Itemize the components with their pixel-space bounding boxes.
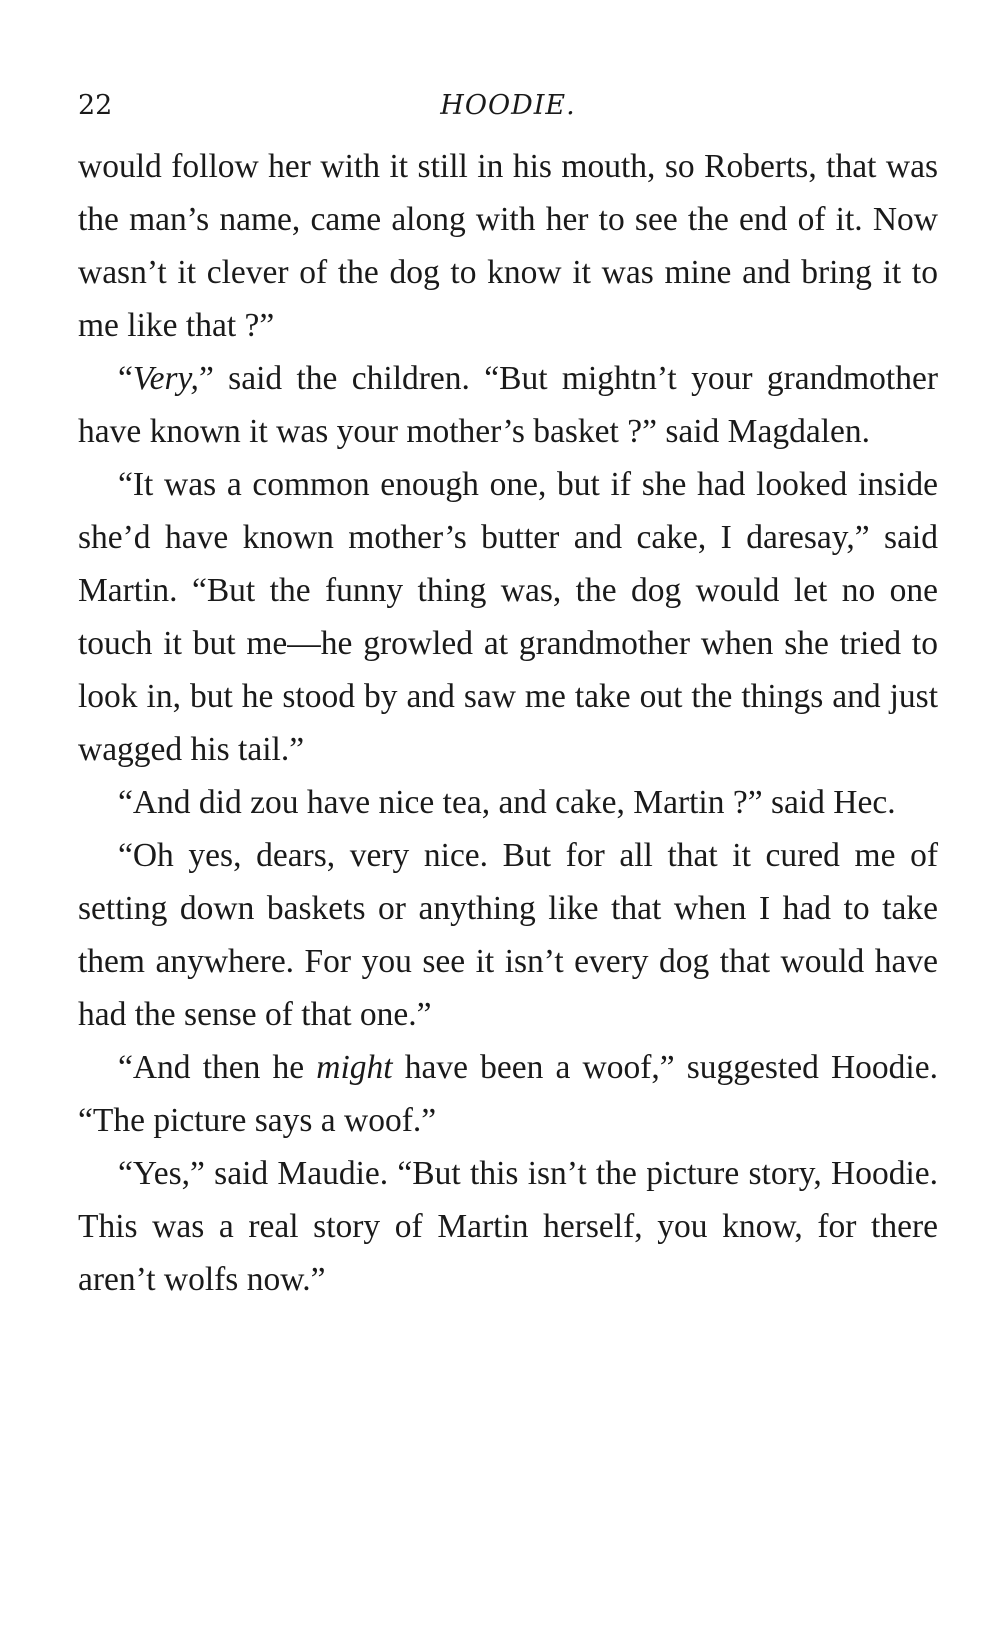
paragraph-text: have been a woof,” suggested Hoodie. “The picture says a woof.”	[78, 1049, 938, 1139]
paragraph-text: “Yes,” said Maudie. “But this isn’t the picture story, Hoodie. This was a real story of Martin herself, you know, for there aren’t wolfs now.”	[78, 1155, 938, 1298]
paragraph	[78, 829, 938, 1041]
italic-word: might	[316, 1049, 393, 1086]
paragraph	[78, 776, 938, 829]
paragraph-text: would follow her with it still in his mouth, so Roberts, that was the man’s name, came along with her to see the end of it. Now wasn’t it clever of the dog to know it was mine and bring it to me like that ?”	[78, 148, 938, 344]
book-page	[78, 84, 938, 1306]
page-title: HOODIE.	[440, 90, 576, 121]
paragraph	[78, 140, 938, 352]
paragraph	[78, 1041, 938, 1147]
paragraph-text: “Oh yes, dears, very nice. But for all that it cured me of setting down baskets or anything like that when I had to take them anywhere. For you see it isn’t every dog that would have had the sense of that one.”	[78, 837, 938, 1033]
running-head	[78, 84, 938, 140]
paragraph	[78, 1147, 938, 1306]
paragraph	[78, 458, 938, 776]
open-quote: “	[118, 360, 133, 397]
paragraph-text: ” said the children. “But mightn’t your grandmother have known it was your mother’s basket ?” said Magdalen.	[78, 360, 938, 450]
italic-word: Very,	[132, 360, 199, 397]
paragraph	[78, 352, 938, 458]
paragraph-text: “It was a common enough one, but if she had looked inside she’d have known mother’s butter and cake, I daresay,” said Martin. “But the funny thing was, the dog would let no one touch it but me—he growled at grandmother when she tried to look in, but he stood by and saw me take out the things and just wagged his tail.”	[78, 466, 938, 768]
page-number: 22	[78, 90, 113, 121]
body-text	[78, 140, 938, 1306]
paragraph-text: “And did zou have nice tea, and cake, Martin ?” said Hec.	[118, 784, 896, 821]
paragraph-text: “And then he	[118, 1049, 317, 1086]
